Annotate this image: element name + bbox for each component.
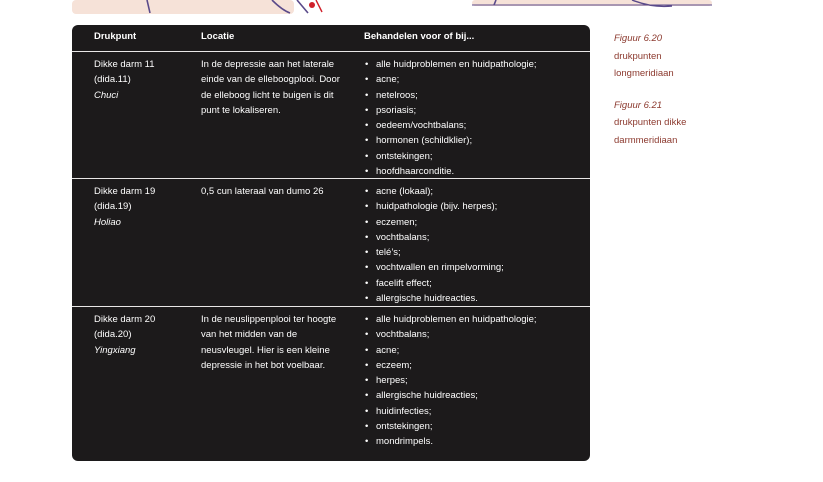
point-treatments: [364, 57, 586, 179]
list-item: • hoofdhaarconditie.: [364, 164, 586, 179]
header-behandelen: Behandelen voor of bij...: [364, 31, 475, 42]
list-item: • acne;: [364, 343, 586, 358]
list-item: • herpes;: [364, 373, 586, 388]
list-item: • allergische huidreacties;: [364, 388, 586, 403]
list-item: • acne (lokaal);: [364, 184, 586, 199]
point-treatments: [364, 312, 586, 450]
point-code: (dida.11): [94, 74, 131, 86]
figure-number: Figuur 6.20: [614, 33, 663, 44]
point-latin-name: Yingxiang: [94, 344, 136, 356]
point-treatments: [364, 184, 586, 306]
figure-title-line: darmmeridiaan: [614, 134, 678, 146]
list-item: • ontstekingen;: [364, 419, 586, 434]
figure-number: Figuur 6.21: [614, 99, 663, 111]
figure-title-line: drukpunten: [614, 50, 662, 62]
list-item: • vochtwallen en rimpelvorming;: [364, 260, 586, 275]
point-name: Dikke darm 19: [94, 186, 156, 197]
list-item: • hormonen (schildklier);: [364, 133, 586, 148]
point-latin-name: Holiao: [94, 216, 121, 228]
list-item: • mondrimpels.: [364, 434, 586, 449]
list-item: • alle huidproblemen en huidpathologie;: [364, 312, 586, 327]
point-name: Dikke darm 11: [94, 59, 155, 70]
point-latin-name: Chuci: [94, 89, 119, 101]
list-item: • huidpathologie (bijv. herpes);: [364, 199, 586, 214]
list-item: • facelift effect;: [364, 276, 586, 291]
figure-caption: [614, 97, 814, 150]
figure-title-line: drukpunten dikke: [614, 117, 687, 128]
header-drukpunt: Drukpunt: [94, 31, 137, 42]
point-location: 0,5 cun lateraal van dumo 26: [201, 186, 324, 197]
figure-illustration-cropped: [72, 0, 712, 14]
pressure-points-table: [72, 25, 590, 461]
figure-caption: [614, 30, 814, 83]
list-item: • oedeem/vochtbalans;: [364, 118, 586, 133]
list-item: • huidinfecties;: [364, 404, 586, 419]
header-locatie: Locatie: [201, 31, 235, 42]
point-code: (dida.19): [94, 201, 132, 213]
list-item: • alle huidproblemen en huidpathologie;: [364, 57, 586, 72]
list-item: • eczeem;: [364, 358, 586, 373]
list-item: • allergische huidreacties.: [364, 291, 586, 306]
point-name: Dikke darm 20: [94, 314, 156, 325]
point-code: (dida.20): [94, 329, 132, 341]
table-row: [72, 306, 590, 461]
list-item: • acne;: [364, 72, 586, 87]
point-name-cell: [94, 57, 194, 103]
table-header: [72, 25, 590, 51]
list-item: • ontstekingen;: [364, 149, 586, 164]
point-name-cell: [94, 184, 194, 230]
table-row: [72, 178, 590, 306]
list-item: • eczemen;: [364, 215, 586, 230]
list-item: • netelroos;: [364, 88, 586, 103]
list-item: • psoriasis;: [364, 103, 586, 118]
list-item: • vochtbalans;: [364, 327, 586, 342]
figure-title-line: longmeridiaan: [614, 68, 674, 79]
point-location: In de neuslippenplooi ter hoogte van het midden van de neusvleugel. Hier is een kleine depressie in het bot voelbaar.: [201, 314, 337, 371]
figure-captions: [614, 30, 814, 163]
table-row: [72, 51, 590, 178]
list-item: • vochtbalans;: [364, 230, 586, 245]
list-item: • telé’s;: [364, 245, 586, 260]
point-location: In de depressie aan het laterale einde van de elleboogplooi. Door de elleboog licht te buigen is dit punt te lokaliseren.: [201, 59, 340, 116]
point-name-cell: [94, 312, 194, 358]
